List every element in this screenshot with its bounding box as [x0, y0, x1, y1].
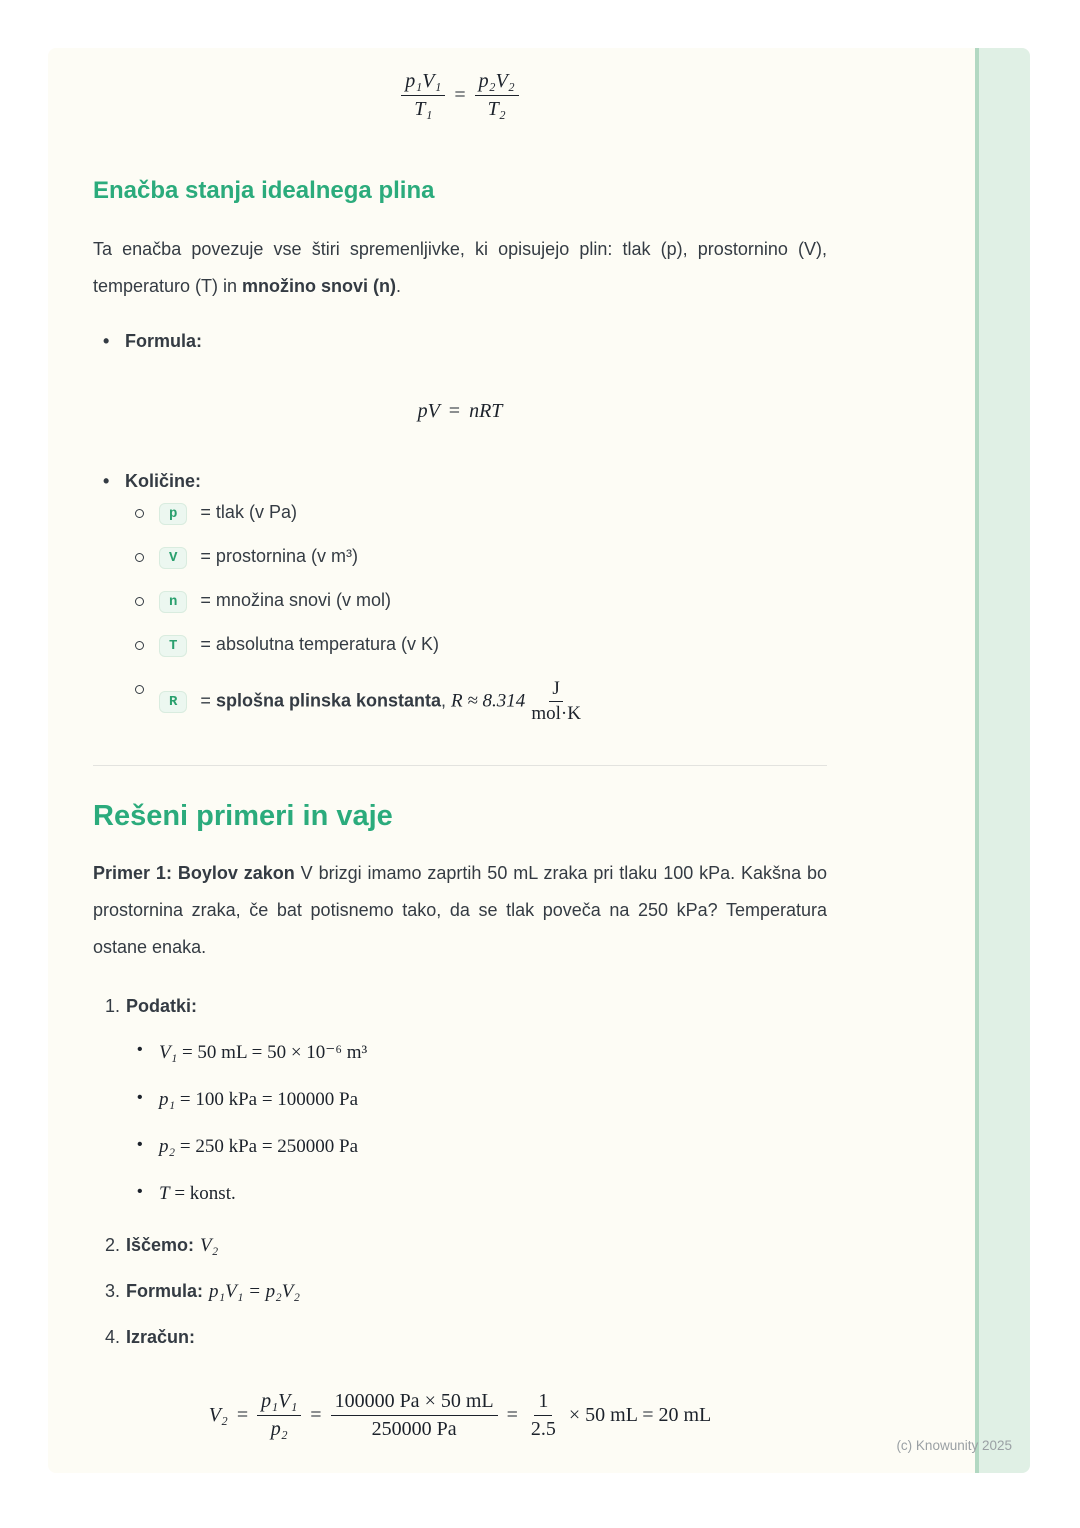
example-paragraph [93, 855, 827, 966]
quantity-item-t [93, 634, 827, 660]
fraction-numerator: J [549, 678, 562, 702]
fraction-denominator: T₂ [487, 98, 506, 120]
formula-lhs: pV [417, 400, 440, 422]
variable: p₁ [159, 1089, 176, 1110]
document-card [48, 48, 1030, 1473]
example-text: V brizgi imamo zaprtih 50 mL zraka pri tlaku 100 kPa. Kakšna bo prostornina zraka, če bat potisnemo tako, da se tlak poveča na 250 kPa? Temperatura ostane enaka. [93, 863, 827, 957]
section-divider [93, 765, 827, 766]
fraction-numerator: p₁V₁ [401, 70, 445, 96]
section-title-solved-examples: Rešeni primeri in vaje [93, 800, 393, 832]
code-chip: R [159, 691, 187, 713]
equals-sign: = [448, 400, 461, 422]
variable: V₁ [159, 1042, 178, 1063]
step-math: p₁V₁ = p₂V₂ [209, 1281, 300, 1302]
ideal-gas-formula [93, 400, 827, 423]
unit-fraction [528, 678, 584, 725]
bullet-item-formula [93, 331, 827, 352]
equals-sign: = [310, 1404, 322, 1426]
data-item-p1 [93, 1089, 827, 1111]
result-variable: V₂ [208, 1404, 228, 1426]
fraction-symbolic [257, 1390, 301, 1441]
value: = 250 kPa = 250000 Pa [175, 1136, 359, 1157]
example-label-bold: Primer 1: Boylov zakon [93, 863, 295, 883]
fraction-denominator: p₂ [270, 1418, 288, 1440]
circle-bullet-icon [135, 597, 144, 606]
combined-gas-law-formula [93, 70, 827, 121]
data-item-v1 [93, 1041, 827, 1064]
step-number: 4. [105, 1327, 121, 1347]
circle-bullet-icon [135, 553, 144, 562]
step-formula [93, 1281, 827, 1303]
step-math: V₂ [200, 1235, 219, 1256]
quantity-description: = množina snovi (v mol) [200, 590, 391, 610]
bullet-label: Količine: [125, 471, 202, 491]
section-title-ideal-gas-equation: Enačba stanja idealnega plina [93, 177, 435, 204]
circle-bullet-icon [135, 685, 144, 694]
data-list [93, 1041, 827, 1205]
separator: , [441, 690, 452, 711]
paragraph-text: . [396, 276, 402, 296]
bullet-list [93, 471, 827, 492]
fraction-denominator: 250000 Pa [371, 1418, 457, 1440]
code-chip: V [159, 547, 187, 569]
variable: T [159, 1183, 170, 1204]
step-label: Podatki: [126, 996, 198, 1016]
document-content [93, 48, 827, 1441]
intro-paragraph [93, 231, 827, 305]
formula-rhs: nRT [469, 400, 503, 422]
fraction-left [401, 70, 445, 121]
code-chip: T [159, 635, 187, 657]
quantity-item-r [93, 678, 827, 725]
solution-steps [93, 996, 827, 1348]
step-find [93, 1235, 827, 1257]
quantity-description-bold: splošna plinska konstanta [215, 690, 441, 711]
quantities-list [93, 502, 827, 725]
fraction-denominator: T₁ [414, 98, 433, 120]
step-label: Iščemo: [126, 1235, 195, 1255]
fraction-denominator: 2.5 [530, 1418, 556, 1440]
step-number: 1. [105, 996, 121, 1016]
step-label: Izračun: [126, 1327, 196, 1347]
value: = konst. [169, 1183, 236, 1204]
equals-sign: = [506, 1404, 518, 1426]
fraction-ratio [527, 1390, 560, 1441]
equals-sign: = [236, 1404, 249, 1426]
result-tail: × 50 mL = 20 mL [568, 1404, 712, 1426]
data-item-p2 [93, 1136, 827, 1158]
quantity-description: = tlak (v Pa) [200, 502, 297, 522]
quantity-description: = absolutna temperatura (v K) [200, 634, 440, 654]
step-number: 3. [105, 1281, 121, 1301]
code-chip: n [159, 591, 187, 613]
paragraph-text: Ta enačba povezuje vse štiri spremenljivke, ki opisujejo plin: tlak (p), prostornino (V), temperaturo (T) in [93, 239, 827, 296]
quantity-description: = prostornina (v m³) [200, 546, 358, 566]
step-calculation [93, 1327, 827, 1348]
fraction-numerator: 100000 Pa × 50 mL [331, 1390, 498, 1416]
step-label: Formula: [126, 1281, 204, 1301]
data-item-t [93, 1183, 827, 1205]
step-number: 2. [105, 1235, 121, 1255]
value: = 100 kPa = 100000 Pa [175, 1089, 359, 1110]
variable: p₂ [159, 1136, 176, 1157]
fraction-right [475, 70, 519, 121]
quantity-item-v [93, 546, 827, 572]
quantity-item-n [93, 590, 827, 616]
gas-constant-value: R ≈ 8.314 [451, 690, 526, 712]
circle-bullet-icon [135, 641, 144, 650]
fraction-denominator: mol·K [531, 703, 581, 724]
bullet-list [93, 331, 827, 352]
solution-formula [93, 1390, 827, 1441]
fraction-numerator: 1 [534, 1390, 552, 1416]
fraction-numeric [331, 1390, 498, 1441]
right-accent-stripe [975, 48, 1030, 1473]
quantity-item-p [93, 502, 827, 528]
fraction-numerator: p₂V₂ [475, 70, 519, 96]
equals-sign: = [454, 84, 466, 106]
circle-bullet-icon [135, 509, 144, 518]
paragraph-bold-text: množino snovi (n) [242, 276, 397, 296]
bullet-label: Formula: [125, 331, 203, 351]
fraction-numerator: p₁V₁ [257, 1390, 301, 1416]
step-data [93, 996, 827, 1017]
bullet-item-quantities [93, 471, 827, 492]
value: = 50 mL = 50 × 10⁻⁶ m³ [177, 1042, 368, 1063]
code-chip: p [159, 503, 187, 525]
equals-sign: = [200, 690, 216, 711]
copyright-notice: (c) Knowunity 2025 [896, 1438, 1012, 1453]
